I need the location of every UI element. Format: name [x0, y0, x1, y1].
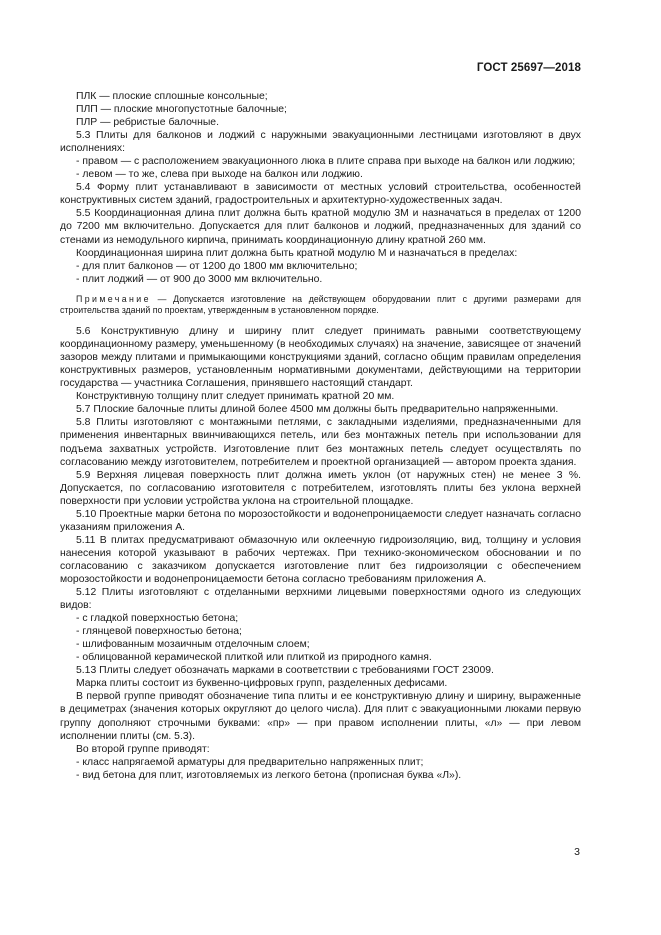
paragraph: Координационная ширина плит должна быть кратной модулю М и назначаться в пределах: [76, 247, 518, 259]
paragraph: 5.8 Плиты изготовляют с монтажными петлями, с закладными изделиями, предназначенными для применения инвентарных ввинчивающихся петель, или без монтажных петель при использовании для подъема захватных устройств. Изготовление плит без монтажных петель следует осуществлять по согласованию между изготовителем, потребителем и проектной организацией — автором проекта здания. [60, 417, 581, 468]
note-text: — Допускается изготовление на действующем оборудовании плит с другими размерами для строительства зданий по проектам, утвержденным в установленном порядке. [60, 293, 581, 315]
paragraph: - класс напрягаемой арматуры для предварительно напряженных плит; [76, 756, 424, 768]
paragraph: - с гладкой поверхностью бетона; [76, 613, 239, 625]
paragraph: 5.12 Плиты изготовляют с отделанными верхними лицевыми поверхностями одного из следующих видов: [60, 587, 581, 612]
paragraph: 5.9 Верхняя лицевая поверхность плит должна иметь уклон (от наружных стен) не менее 3 %. Допускается, по согласованию изготовителя с потребителем, изготовлять плиты без уклона верхней поверхности при условии устройства уклона на строительной площадке. [60, 469, 581, 507]
page-number: 3 [574, 846, 580, 858]
paragraph: - шлифованным мозаичным отделочным слоем; [76, 639, 310, 651]
paragraph: 5.13 Плиты следует обозначать марками в соответствии с требованиями ГОСТ 23009. [76, 665, 494, 677]
paragraph: - вид бетона для плит, изготовляемых из легкого бетона (прописная буква «Л»). [76, 769, 462, 781]
paragraph: Конструктивную толщину плит следует принимать кратной 20 мм. [76, 391, 395, 403]
paragraph: - для плит балконов — от 1200 до 1800 мм включительно; [76, 260, 358, 272]
document-header: ГОСТ 25697—2018 [476, 62, 581, 74]
paragraph: 5.4 Форму плит устанавливают в зависимости от местных условий строительства, особенностей конструктивных систем зданий, градостроительных и архитектурно-художественных задач. [60, 182, 581, 207]
paragraph: - глянцевой поверхностью бетона; [76, 626, 242, 638]
document-body [60, 90, 581, 782]
paragraph: В первой группе приводят обозначение типа плиты и ее конструктивную длину и ширину, выраженные в дециметрах (значения которых округляют до целого числа). Для плит с эвакуационными люками первую группу дополняют строчными буквами: «пр» — при правом исполнении плиты, «л» — при левом исполнении плиты (см. 5.3). [60, 691, 581, 742]
paragraph: 5.6 Конструктивную длину и ширину плит следует принимать равными соответствующему координационному размеру, уменьшенному (в необходимых случаях) на значение, зависящее от значений зазоров между плитами и примыкающими конструкциями зданий, согласно общим правилам определения конструктивных размеров, установленным нормативными документами, действующими на территории государства — участника Соглашения, принявшего настоящий стандарт. [60, 326, 581, 390]
paragraph: Во второй группе приводят: [76, 743, 210, 755]
paragraph: - левом — то же, слева при выходе на балкон или лоджию. [76, 169, 363, 181]
paragraph: - облицованной керамической плиткой или плиткой из природного камня. [76, 652, 432, 664]
paragraph: Марка плиты состоит из буквенно-цифровых групп, разделенных дефисами. [76, 678, 448, 690]
paragraph: ПЛП — плоские многопустотные балочные; [76, 104, 287, 116]
paragraph: 5.10 Проектные марки бетона по морозостойкости и водонепроницаемости следует назначать согласно указаниям приложения А. [60, 508, 581, 533]
paragraph: 5.5 Координационная длина плит должна быть кратной модулю 3М и назначаться в пределах от 1200 до 7200 мм включительно. Допускается для плит балконов и лоджий, предназначенных для зданий со стенами из немодульного кирпича, принимать координационную длину кратной 260 мм. [60, 208, 581, 246]
paragraph: - правом — с расположением эвакуационного люка в плите справа при выходе на балкон или лоджию; [76, 156, 576, 168]
paragraph: 5.11 В плитах предусматривают обмазочную или оклеечную гидроизоляцию, вид, толщину и условия нанесения которой указывают в рабочих чертежах. При технико-экономическом обосновании и по согласованию с заказчиком допускается изготовление плит без гидроизоляции с обеспечением морозостойкости и водонепроницаемости бетона согласно требованиям приложения А. [60, 534, 581, 585]
paragraph: ПЛК — плоские сплошные консольные; [76, 91, 268, 102]
note-label: Примечание [76, 293, 151, 304]
paragraph: ПЛР — ребристые балочные. [76, 117, 219, 129]
paragraph: - плит лоджий — от 900 до 3000 мм включительно. [76, 273, 323, 285]
note [60, 294, 581, 316]
paragraph: 5.7 Плоские балочные плиты длиной более 4500 мм должны быть предварительно напряженными. [76, 404, 559, 416]
paragraph: 5.3 Плиты для балконов и лоджий с наружными эвакуационными лестницами изготовляют в двух исполнениях: [60, 130, 581, 155]
